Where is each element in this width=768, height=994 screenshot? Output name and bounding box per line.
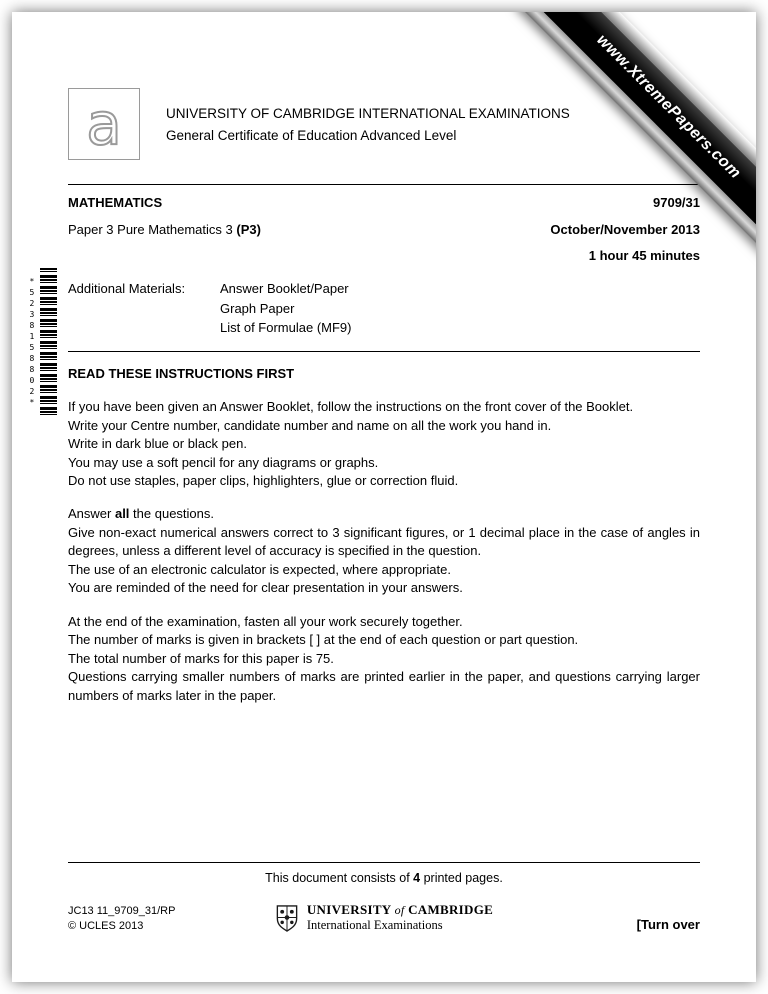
additional-materials (68, 280, 700, 338)
subject-name: MATHEMATICS (68, 195, 163, 210)
xtremepapers-ribbon (496, 12, 756, 272)
ribbon-text: www.XtremePapers.com (526, 12, 756, 249)
candidate-barcode (26, 268, 57, 418)
ribbon-banner (517, 12, 756, 258)
cambridge-brand-text (307, 902, 493, 934)
instruction-line: If you have been given an Answer Booklet, follow the instructions on the front cover of the Booklet. (68, 399, 634, 415)
instruction-line: Write your Centre number, candidate number and name on all the work you hand in. (68, 417, 552, 433)
additional-materials-list (220, 280, 351, 338)
instruction-line: The total number of marks for this paper is 75. (68, 650, 334, 666)
instruction-line: The number of marks is given in brackets [ ] at the end of each question or part question. (68, 632, 579, 648)
instruction-line: Do not use staples, paper clips, highlighters, glue or correction fluid. (68, 472, 459, 488)
document-ref-code: JC13 11_9709_31/RP (68, 905, 176, 918)
divider (68, 351, 700, 352)
instruction-line: Give non-exact numerical answers correct to 3 significant figures, or 1 decimal place in the case of angles in degrees, unless a different level of accuracy is specified in the question. (68, 524, 700, 559)
barcode-bars (40, 268, 57, 418)
barcode-number: *5238158802* (27, 277, 37, 409)
instructions-title: READ THESE INSTRUCTIONS FIRST (68, 365, 295, 381)
cie-logo-letter: a (86, 90, 122, 158)
exam-duration: 1 hour 45 minutes (588, 247, 700, 263)
divider (68, 862, 700, 863)
instruction-line: The use of an electronic calculator is expected, where appropriate. (68, 561, 451, 577)
brand-line-1: UNIVERSITY of CAMBRIDGE (306, 902, 494, 918)
instruction-line: At the end of the examination, fasten all your work securely together. (68, 613, 463, 629)
cambridge-brand (275, 902, 493, 934)
instructions-paragraph-3 (68, 613, 700, 705)
instruction-line: You may use a soft pencil for any diagrams or graphs. (68, 454, 379, 470)
org-name: UNIVERSITY OF CAMBRIDGE INTERNATIONAL EXAMINATIONS (166, 106, 570, 121)
instruction-line: You are reminded of the need for clear presentation in your answers. (68, 580, 463, 596)
footer (68, 862, 700, 934)
cie-logo (68, 88, 140, 160)
instruction-line: Questions carrying smaller numbers of marks are printed earlier in the paper, and questions carrying larger numbers of marks later in the paper. (68, 669, 700, 703)
material-item: Graph Paper (220, 300, 295, 316)
paper-code-short: (P3) (236, 222, 261, 238)
cambridge-crest-logo (275, 905, 299, 932)
additional-materials-label: Additional Materials: (68, 281, 186, 297)
brand-line-2: International Examinations (306, 918, 443, 933)
exam-session: October/November 2013 (550, 222, 700, 238)
footer-row (68, 902, 700, 934)
copyright-note: © UCLES 2013 (68, 920, 144, 933)
instruction-line: Write in dark blue or black pen. (68, 436, 247, 452)
material-item: Answer Booklet/Paper (220, 281, 349, 297)
exam-cover-page (12, 12, 756, 982)
instructions-paragraph-2 (68, 505, 700, 597)
paper-title: Paper 3 Pure Mathematics 3 (P3) (68, 222, 261, 238)
instruction-line: Answer all the questions. (68, 506, 214, 522)
document-references (68, 904, 258, 934)
page-count-note: This document consists of 4 printed pages. (265, 871, 503, 886)
certificate-level: General Certificate of Education Advanced Level (166, 128, 457, 144)
turn-over-note: [Turn over (636, 916, 700, 932)
instructions-paragraph-1 (68, 398, 700, 490)
material-item: List of Formulae (MF9) (220, 320, 352, 336)
paper-code: 9709/31 (653, 195, 700, 210)
